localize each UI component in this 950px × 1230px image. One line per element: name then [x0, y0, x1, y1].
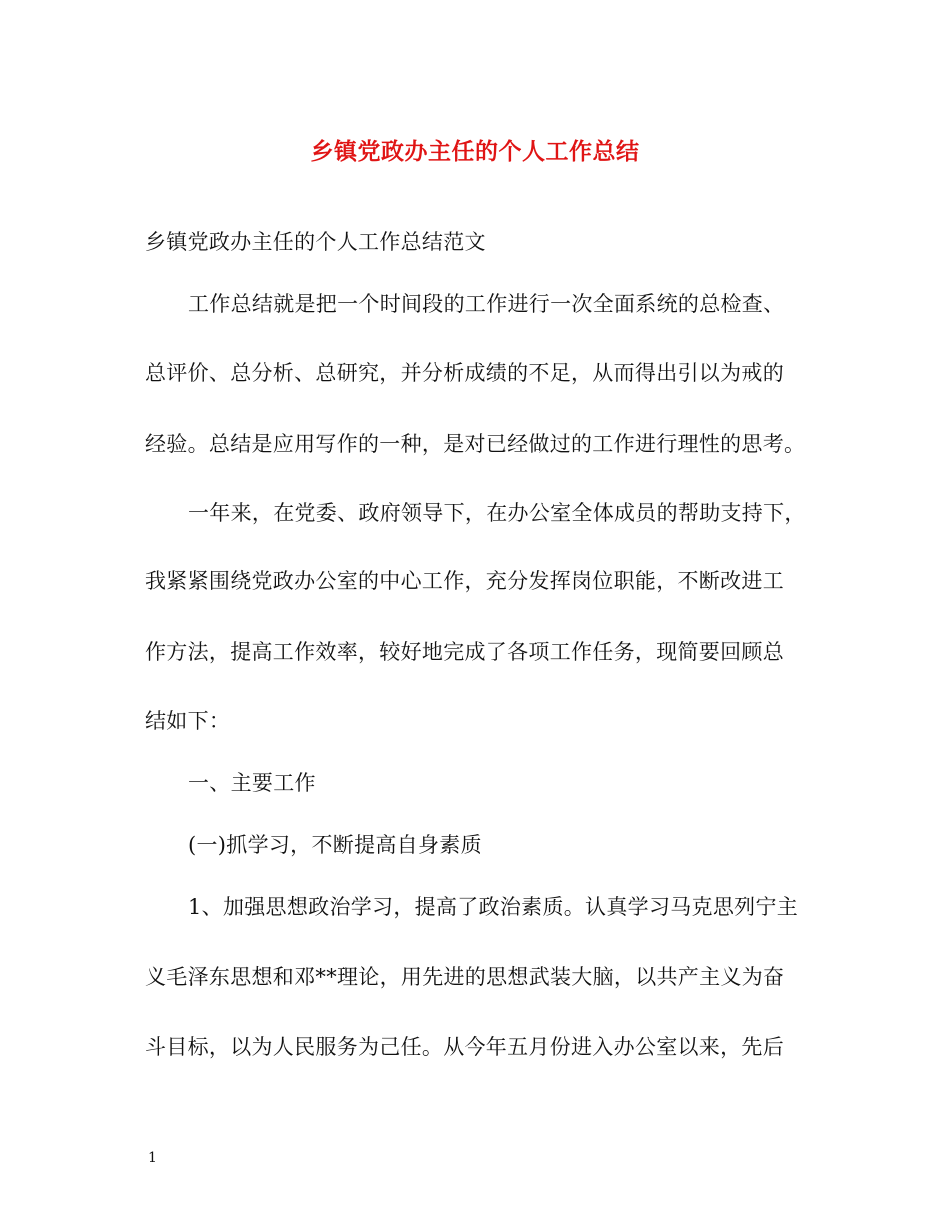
page-number: 1 [148, 1150, 157, 1166]
paragraph-line: 结如下： [145, 709, 231, 733]
paragraph-line: 一年来，在党委、政府领导下，在办公室全体成员的帮助支持下， [188, 501, 806, 525]
document-title: 乡镇党政办主任的个人工作总结 [310, 138, 640, 165]
document-subtitle: 乡镇党政办主任的个人工作总结范文 [145, 230, 486, 254]
paragraph-line: 经验。总结是应用写作的一种，是对已经做过的工作进行理性的思考。 [145, 432, 806, 456]
paragraph-line: 义毛泽东思想和邓**理论，用先进的思想武装大脑，以共产主义为奋 [145, 965, 785, 989]
paragraph-line: 总评价、总分析、总研究，并分析成绩的不足，从而得出引以为戒的 [145, 361, 784, 385]
paragraph-line: 作方法，提高工作效率，较好地完成了各项工作任务，现简要回顾总 [145, 640, 784, 664]
paragraph-line: 1、加强思想政治学习，提高了政治素质。认真学习马克思列宁主 [188, 895, 799, 919]
section-heading: 一、主要工作 [188, 771, 316, 795]
paragraph-line: 工作总结就是把一个时间段的工作进行一次全面系统的总检查、 [188, 292, 785, 316]
subsection-heading: (一)抓学习，不断提高自身素质 [188, 833, 482, 857]
paragraph-line: 我紧紧围绕党政办公室的中心工作，充分发挥岗位职能，不断改进工 [145, 569, 784, 593]
paragraph-line: 斗目标，以为人民服务为己任。从今年五月份进入办公室以来，先后 [145, 1035, 784, 1059]
